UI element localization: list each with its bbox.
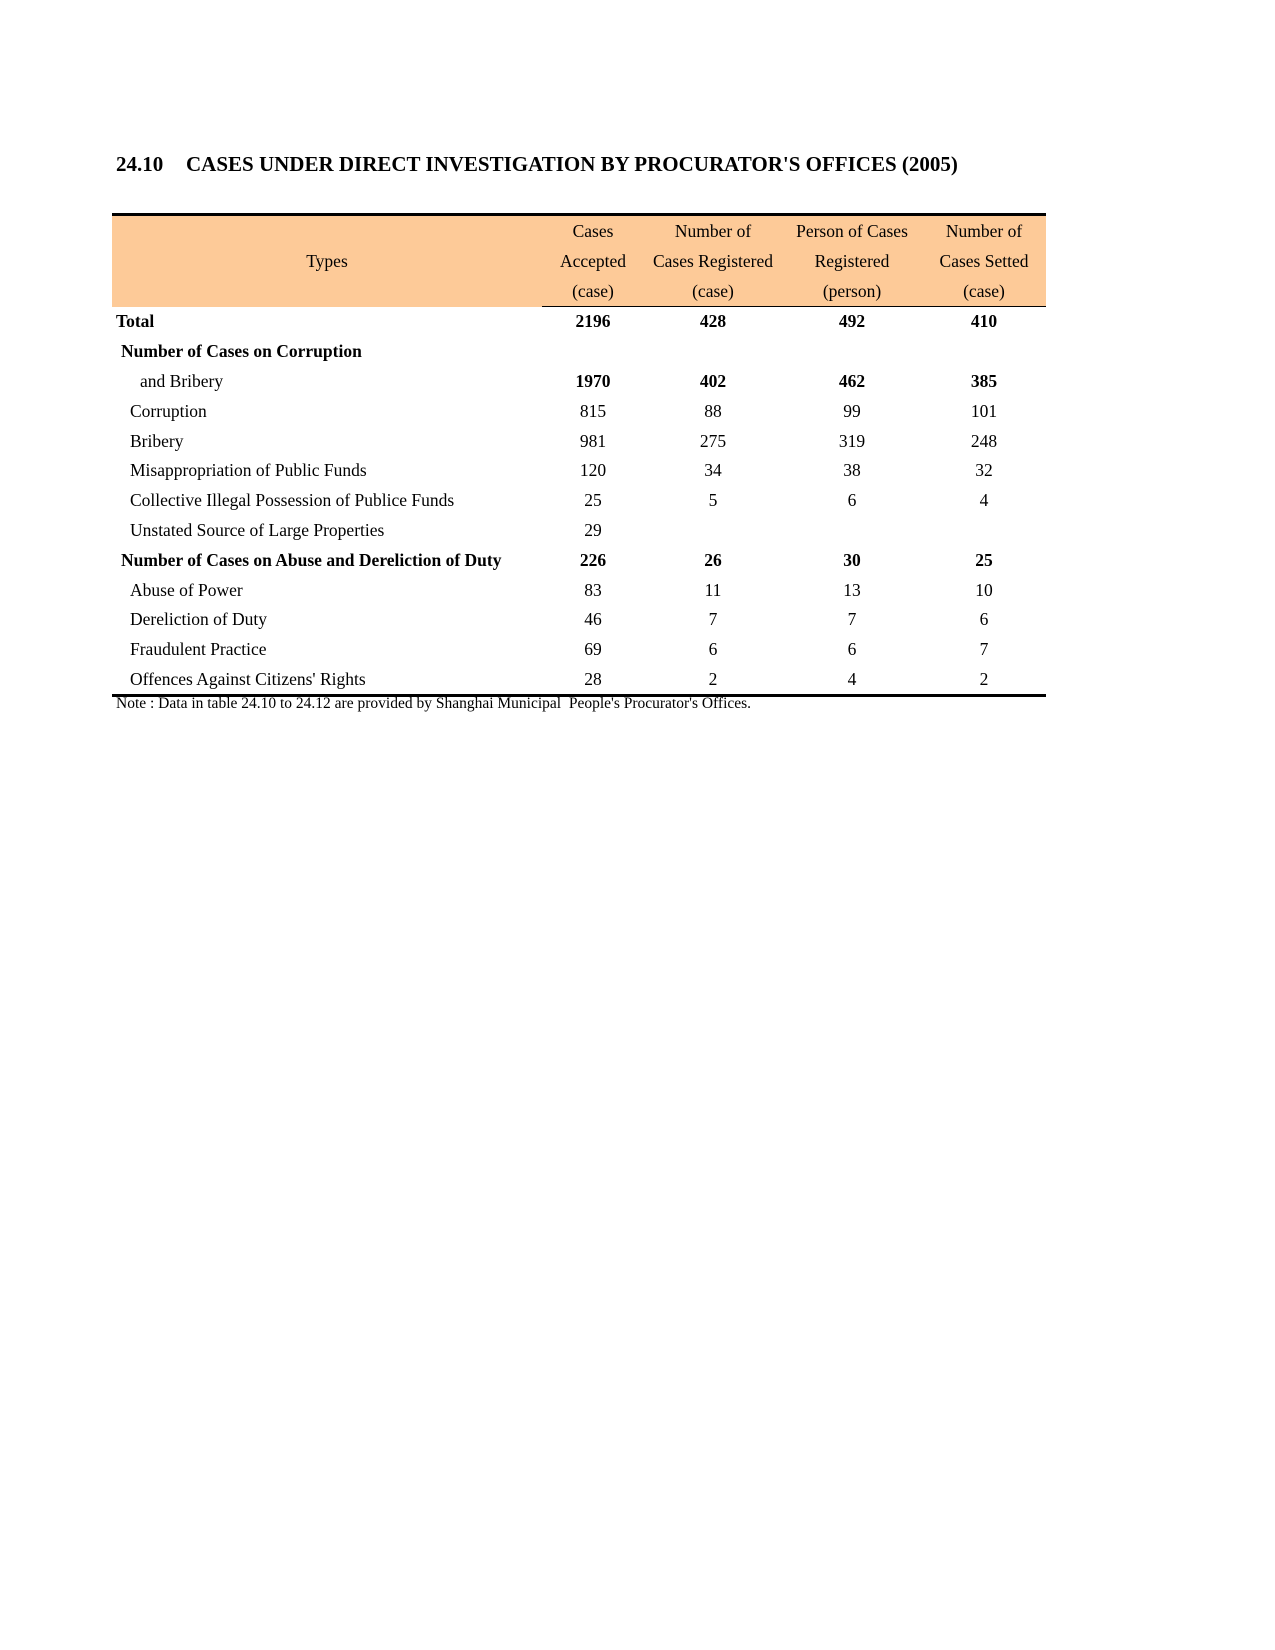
cell-cases-accepted: 28: [542, 665, 644, 696]
table-row: [112, 575, 1046, 605]
cell-cases-accepted: 1970: [575, 370, 611, 391]
cell-cases-settled: 6: [979, 609, 989, 630]
cell-cases-registered: 6: [708, 639, 718, 660]
cell-cases-registered: [644, 516, 782, 546]
row-label: Abuse of Power: [130, 579, 243, 600]
table-row: [112, 456, 1046, 486]
table-title: [116, 152, 958, 177]
table-row: [112, 486, 1046, 516]
cell-cases-settled: 385: [970, 370, 998, 391]
cell-persons-registered: 99: [843, 400, 861, 421]
table-row-abuse-dereliction-total: [112, 545, 1046, 575]
cell-cases-settled: 248: [970, 430, 998, 451]
cell-cases-settled: 4: [979, 490, 989, 511]
cell-persons-registered: 462: [838, 370, 866, 391]
table-row: [112, 605, 1046, 635]
cell-cases-registered: 2: [644, 665, 782, 696]
row-label: Number of Cases on Abuse and Dereliction of Duty: [121, 549, 502, 570]
cell-persons-registered: 319: [838, 430, 866, 451]
column-header-persons-registered-line1: Person of Cases: [782, 215, 922, 247]
column-header-cases-accepted-line2: Accepted: [542, 246, 644, 276]
column-header-cases-settled-line2: Cases Setted: [922, 246, 1046, 276]
cell-cases-accepted: 815: [579, 400, 607, 421]
cell-cases-accepted: 29: [584, 519, 602, 540]
data-table: [112, 213, 1046, 697]
cell-cases-registered: 5: [708, 490, 718, 511]
row-label: Number of Cases on Corruption: [121, 341, 362, 362]
column-header-cases-accepted-unit: (case): [542, 276, 644, 307]
column-header-types: Types: [112, 215, 542, 307]
table-row: [112, 665, 1046, 696]
cell-cases-settled: 10: [975, 579, 993, 600]
row-label: Dereliction of Duty: [130, 609, 268, 630]
cell-cases-accepted: 2196: [575, 311, 611, 332]
column-header-cases-registered-line1: Number of: [644, 215, 782, 247]
cell-cases-settled: 410: [970, 311, 998, 332]
row-label: Corruption: [130, 400, 207, 421]
cell-cases-accepted: 69: [584, 639, 602, 660]
cell-cases-settled: 7: [979, 639, 989, 660]
column-header-cases-settled-line1: Number of: [922, 215, 1046, 247]
cell-cases-settled: 2: [922, 665, 1046, 696]
column-header-cases-registered-line2: Cases Registered: [644, 246, 782, 276]
column-header-cases-registered-unit: (case): [644, 276, 782, 307]
table-row: [112, 396, 1046, 426]
cell-cases-accepted: 46: [584, 609, 602, 630]
row-label: Offences Against Citizens' Rights: [112, 665, 542, 696]
table-row-total: [112, 307, 1046, 337]
table-body: [112, 307, 1046, 696]
column-header-cases-accepted-line1: Cases: [542, 215, 644, 247]
cell-cases-settled: [922, 516, 1046, 546]
table-header: [112, 215, 1046, 307]
cell-cases-settled: 101: [970, 400, 998, 421]
table-row-corruption-bribery-heading: [112, 337, 1046, 367]
row-label: Bribery: [130, 430, 184, 451]
cell-cases-settled: [922, 337, 1046, 367]
cell-cases-registered: 26: [704, 549, 722, 570]
row-label: Unstated Source of Large Properties: [130, 519, 385, 540]
cell-persons-registered: 4: [782, 665, 922, 696]
table-row: [112, 635, 1046, 665]
column-header-persons-registered-line2: Registered: [782, 246, 922, 276]
cell-cases-accepted: [542, 337, 644, 367]
row-label: Collective Illegal Possession of Publice Funds: [130, 490, 455, 511]
row-label: Fraudulent Practice: [130, 639, 267, 660]
column-header-cases-settled-unit: (case): [922, 276, 1046, 307]
cell-persons-registered: 6: [847, 490, 857, 511]
column-header-persons-registered-unit: (person): [782, 276, 922, 307]
cell-cases-registered: 88: [704, 400, 722, 421]
cell-persons-registered: 38: [843, 460, 861, 481]
cell-cases-accepted: 25: [584, 490, 602, 511]
table-row-corruption-bribery-total: [112, 367, 1046, 397]
row-label: Misappropriation of Public Funds: [130, 460, 367, 481]
cell-persons-registered: 7: [847, 609, 857, 630]
cell-cases-registered: 11: [704, 579, 722, 600]
cell-persons-registered: 13: [843, 579, 861, 600]
cell-cases-accepted: 120: [579, 460, 607, 481]
cell-persons-registered: 6: [847, 639, 857, 660]
cell-cases-registered: 7: [708, 609, 718, 630]
cell-cases-settled: 25: [975, 549, 993, 570]
cell-persons-registered: 492: [838, 311, 866, 332]
cell-cases-registered: [644, 337, 782, 367]
cell-cases-registered: 402: [699, 370, 727, 391]
cell-cases-accepted: 83: [584, 579, 602, 600]
cell-persons-registered: 30: [843, 549, 861, 570]
row-label: and Bribery: [140, 370, 224, 391]
cell-cases-accepted: 981: [579, 430, 607, 451]
cell-cases-registered: 34: [704, 460, 722, 481]
table-title-text: CASES UNDER DIRECT INVESTIGATION BY PROCURATOR'S OFFICES (2005): [186, 152, 958, 176]
cell-cases-settled: 32: [975, 460, 993, 481]
cell-cases-registered: 428: [699, 311, 727, 332]
cell-persons-registered: [782, 337, 922, 367]
table-row: [112, 516, 1046, 546]
cell-cases-accepted: 226: [579, 549, 607, 570]
cell-persons-registered: [782, 516, 922, 546]
cell-cases-registered: 275: [699, 430, 727, 451]
row-label: Total: [116, 311, 155, 332]
table-note: Note : Data in table 24.10 to 24.12 are provided by Shanghai Municipal People's Procurator's Offices.: [116, 695, 752, 712]
table-number: 24.10: [116, 152, 164, 176]
table-row: [112, 426, 1046, 456]
